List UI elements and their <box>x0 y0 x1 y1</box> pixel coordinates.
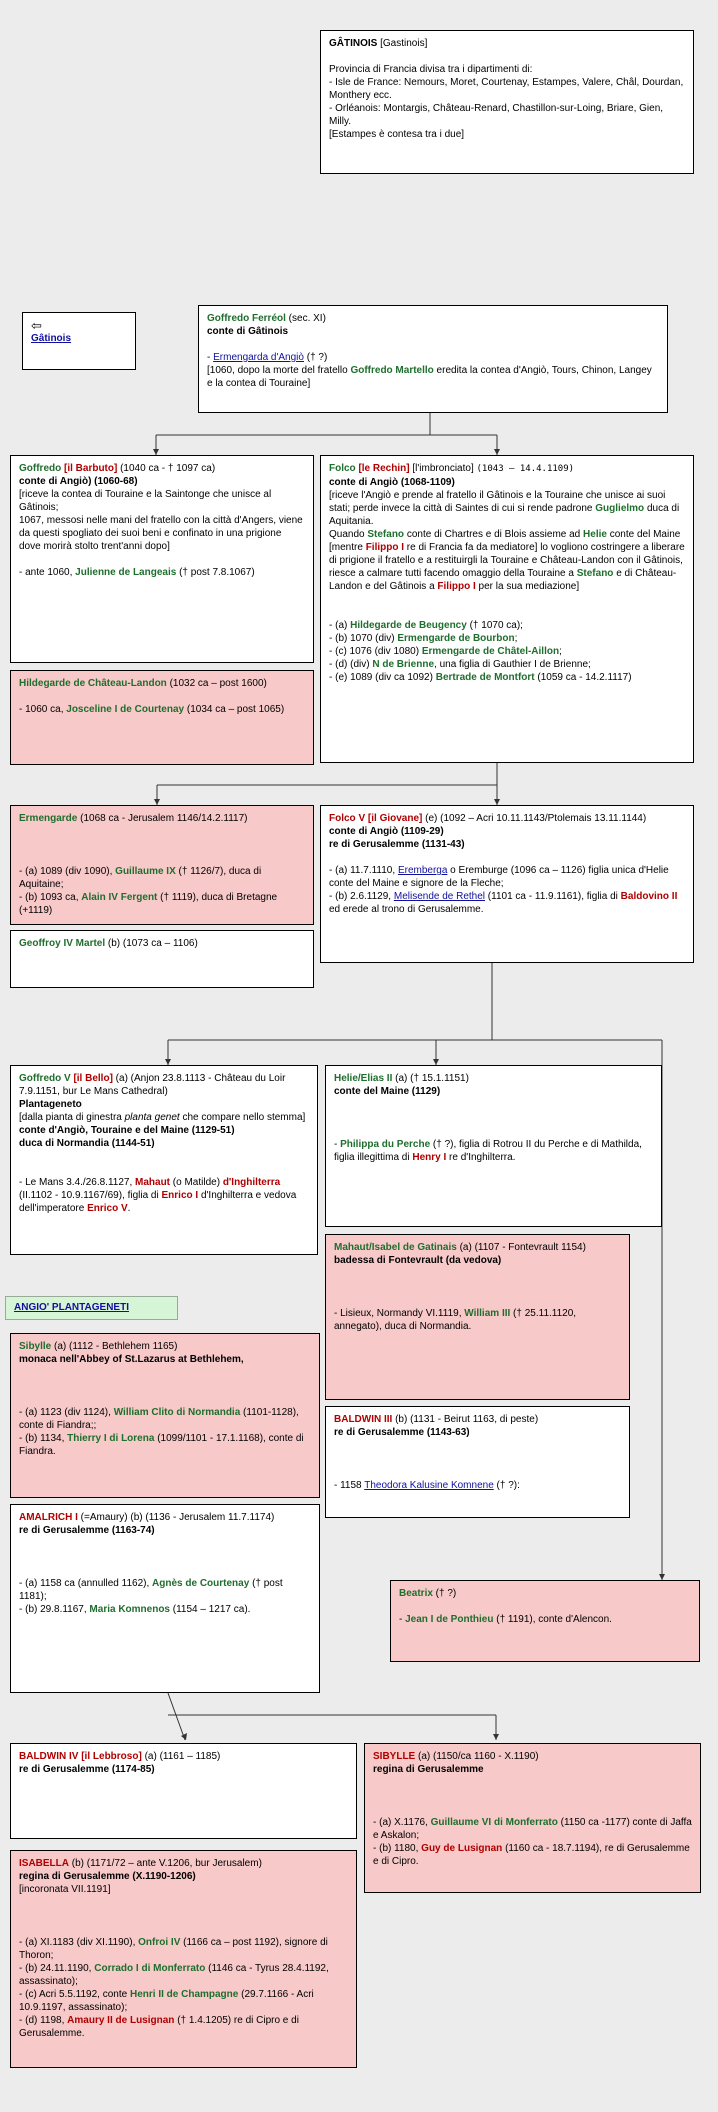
baldwin-iii-box <box>325 1406 630 1518</box>
marriage-text: († 1119), duca di Bretagne (+1119) <box>19 892 278 916</box>
person-epithet: Plantageneto <box>19 1099 82 1110</box>
person-dates: (b) (1073 ca – 1106) <box>105 938 198 949</box>
amalrich-box <box>10 1504 320 1693</box>
marriage-text: (1150 ca -1177) conte di Jaffa e Askalon; <box>373 1817 692 1841</box>
gatinois-link[interactable]: Gâtinois <box>31 333 72 344</box>
note-text: conte di Chartres e di Blois assieme ad <box>404 529 584 540</box>
baldwin-iv-box <box>10 1743 357 1839</box>
marriage-text: († post 1181); <box>19 1578 283 1602</box>
person-link[interactable]: Filippo I <box>437 581 476 592</box>
marriage-text: († 1.4.1205) re di Cipro e di Gerusalemme. <box>19 2015 299 2039</box>
spouse-link[interactable]: Corrado I di Monferrato <box>94 1963 206 1974</box>
marriage-text: (1059 ca - 14.2.1117) <box>534 672 632 683</box>
goffredo-barbuto-box <box>10 455 314 663</box>
person-dates: (1032 ca – post 1600) <box>166 678 267 689</box>
note-text: [1060, dopo la morte del fratello <box>207 365 351 376</box>
person-name[interactable]: Ermengarde <box>19 813 78 824</box>
marriage-text: ed erede al trono di Gerusalemme. <box>329 904 484 915</box>
marriage-text: - (a) <box>329 620 351 631</box>
marriage-text: (1146 ca - Tyrus 28.4.1192, assassinato); <box>19 1963 329 1987</box>
gatinois-line-1: - Isle de France: Nemours, Moret, Courtenay, Estampes, Valere, Châl, Dourdan, Monthery ecc. <box>329 77 684 101</box>
person-dates: (a) (1112 - Bethlehem 1165) <box>51 1341 178 1352</box>
marriage-text: - 1158 <box>334 1480 365 1491</box>
sibylle-queen-box <box>364 1743 701 1893</box>
note-text: e di Château-Landon e del Gâtinois a <box>329 568 677 592</box>
person-name[interactable]: Helie/Elias II <box>334 1073 393 1084</box>
person-link[interactable]: Helie <box>583 529 607 540</box>
marriage-text: - (b) 1070 (div) <box>329 633 398 644</box>
person-name[interactable]: Geoffroy IV Martel <box>19 938 106 949</box>
marriage-text: - (d) 1198, <box>19 2015 68 2026</box>
person-link[interactable]: Enrico I <box>161 1190 199 1201</box>
person-dates: (a) (Anjon 23.8.1113 - Château du Loir 7.9.1151, bur Le Mans Cathedral) <box>19 1073 286 1097</box>
marriage-text: (II.1102 - 10.9.1167/69), figlia di <box>19 1190 162 1201</box>
person-dates: († ?) <box>432 1588 457 1599</box>
marriage-text: - (a) 1123 (div 1124), <box>19 1407 114 1418</box>
marriage-text: († 1191), conte d'Alencon. <box>493 1614 612 1625</box>
spouse-link-2[interactable]: d'Inghilterra <box>222 1177 281 1188</box>
person-title: regina di Gerusalemme <box>373 1764 484 1775</box>
marriage-text: - (b) 29.8.1167, <box>19 1604 90 1615</box>
marriage-text: - <box>399 1614 406 1625</box>
marriage-text: (1166 ca – post 1192), signore di Thoron; <box>19 1937 328 1961</box>
section-label <box>5 1296 178 1320</box>
person-dates: (sec. XI) <box>285 313 326 324</box>
person-dates: (1040 ca - † 1097 ca) <box>117 463 216 474</box>
marriage-text: - <box>334 1139 341 1150</box>
marriage-text: - (e) 1089 (div ca 1092) <box>329 672 436 683</box>
person-dates: (a) (1107 - Fontevrault 1154) <box>456 1242 586 1253</box>
spouse-link[interactable]: Bertrade de Montfort <box>435 672 535 683</box>
spouse-link[interactable]: Onfroi IV <box>138 1937 181 1948</box>
spouse-link[interactable]: Ermengarda d'Angiò <box>213 352 304 363</box>
person-title: conte di Angiò (1068-1109) <box>329 477 455 488</box>
note-italic: planta genet <box>124 1112 180 1123</box>
spouse-link[interactable]: Josceline I de Courtenay <box>66 704 185 715</box>
person-title: conte di Angiò) (1060-68) <box>19 476 138 487</box>
marriage-text: (29.7.1166 - Acri 10.9.1197, assassinato); <box>19 1989 314 2013</box>
marriage-text: († ?), figlia di Rotrou II du Perche e di Mathilda, figlia illegittima di <box>334 1139 642 1163</box>
marriage-text: (1034 ca – post 1065) <box>184 704 285 715</box>
marriage-text: (1101 ca - 11.9.1161), figlia di <box>485 891 621 902</box>
marriage-text: . <box>127 1203 131 1214</box>
marriage-text: - (a) 1158 ca (annulled 1162), <box>19 1578 153 1589</box>
person-dates: (b) (1131 - Beirut 1163, di peste) <box>392 1414 539 1425</box>
person-name[interactable]: Mahaut/Isabel de Gatinais <box>334 1242 457 1253</box>
marriage-text: († post 7.8.1067) <box>176 567 255 578</box>
marriage-text: (1160 ca - 18.7.1194), re di Gerusalemme e di Cipro. <box>373 1843 690 1867</box>
person-name[interactable]: AMALRICH I <box>19 1512 78 1523</box>
person-dates: (a) († 15.1.1151) <box>392 1073 469 1084</box>
marriage-text: - (a) X.1176, <box>373 1817 431 1828</box>
marriage-text: († 25.11.1120, annegato), duca di Normandia. <box>334 1308 577 1332</box>
spouse-link[interactable]: Mahaut <box>135 1177 171 1188</box>
person-dates: (1068 ca - Jerusalem 1146/14.2.1117) <box>77 813 248 824</box>
spouse-link[interactable]: Guillaume VI di Monferrato <box>430 1817 558 1828</box>
person-nickname: [le Rechin] <box>355 463 410 474</box>
person-title: conte di Gâtinois <box>207 326 289 337</box>
person-name[interactable]: SIBYLLE <box>373 1751 416 1762</box>
person-title: re di Gerusalemme (1163-74) <box>19 1525 155 1536</box>
marriage-text: - (b) 24.11.1190, <box>19 1963 95 1974</box>
person-link[interactable]: Goffredo Martello <box>350 365 434 376</box>
gatinois-info-box <box>320 30 694 174</box>
note-text: duca di Aquitania. <box>329 503 680 527</box>
person-dates: (1043 – 14.4.1109) <box>476 464 575 474</box>
person-name[interactable]: BALDWIN III <box>334 1414 393 1425</box>
person-title-2: re di Gerusalemme (1131-43) <box>329 839 465 850</box>
marriage-text: - Lisieux, Normandy VI.1119, <box>334 1308 465 1319</box>
marriage-text: - (a) 11.7.1110, <box>329 865 398 876</box>
spouse-link[interactable]: Hildegarde de Beugency <box>350 620 467 631</box>
person-dates: (a) (1161 – 1185) <box>141 1751 221 1762</box>
marriage-text: - (d) (div) <box>329 659 373 670</box>
gatinois-line-3: [Estampes è contesa tra i due] <box>329 129 465 140</box>
person-link[interactable]: Enrico V <box>87 1203 128 1214</box>
person-title: re di Gerusalemme (1143-63) <box>334 1427 470 1438</box>
person-dates: (e) (1092 – Acri 10.11.1143/Ptolemais 13.11.1144) <box>422 813 647 824</box>
marriage-text: - (c) Acri 5.5.1192, conte <box>19 1989 130 2000</box>
person-link[interactable]: Filippo I <box>365 542 405 553</box>
spouse-link[interactable]: Agnès de Courtenay <box>152 1578 250 1589</box>
marriage-text: re d'Inghilterra. <box>446 1152 516 1163</box>
folco-rechin-box <box>320 455 694 763</box>
spouse-link[interactable]: Guillaume IX <box>115 866 176 877</box>
spouse-link[interactable]: William Clito di Normandia <box>113 1407 241 1418</box>
gatinois-desc: Provincia di Francia divisa tra i dipartimenti di: <box>329 64 533 75</box>
spouse-link[interactable]: Thierry I di Lorena <box>67 1433 155 1444</box>
person-name[interactable]: ISABELLA <box>19 1858 69 1869</box>
spouse-link[interactable]: Theodora Kalusine Komnene <box>364 1480 494 1491</box>
person-dates: (b) (1171/72 – ante V.1206, bur Jerusalem) <box>69 1858 262 1869</box>
person-nickname-2: [l'imbronciato] <box>409 463 477 474</box>
person-title: conte d'Angiò, Touraine e del Maine (1129-51) <box>19 1125 235 1136</box>
person-name[interactable]: Hildegarde de Château-Landon <box>19 678 167 689</box>
isabella-box <box>10 1850 357 2068</box>
marriage-text: - (c) 1076 (div 1080) <box>329 646 422 657</box>
marriage-text: - ante 1060, <box>19 567 76 578</box>
geoffroy-iv-box <box>10 930 314 988</box>
hildegarde-box <box>10 670 314 765</box>
person-link[interactable]: Henry I <box>412 1152 447 1163</box>
marriage-text: - 1060 ca, <box>19 704 67 715</box>
marriage-text: - Le Mans 3.4./26.8.1127, <box>19 1177 136 1188</box>
marriage-text: - (a) 1089 (div 1090), <box>19 866 116 877</box>
person-name[interactable]: Folco <box>329 463 356 474</box>
spouse-link[interactable]: Eremberga <box>397 865 448 876</box>
person-name[interactable]: Goffredo <box>19 463 62 474</box>
note-text: [riceve l'Angiò e prende al fratello il Gâtinois e la Touraine che unisce ai suoi stati; perde invece la città di Saintes di cui si rende padrone <box>329 490 666 514</box>
marriage-text: - (b) 2.6.1129, <box>329 891 394 902</box>
person-name[interactable]: Sibylle <box>19 1341 52 1352</box>
person-link[interactable]: Stefano <box>576 568 614 579</box>
person-title: badessa di Fontevrault (da vedova) <box>334 1255 502 1266</box>
spouse-link[interactable]: Ermengarde de Bourbon <box>397 633 515 644</box>
spouse-link[interactable]: Maria Komnenos <box>89 1604 170 1615</box>
person-title-2: duca di Normandia (1144-51) <box>19 1138 155 1149</box>
marriage-text: († ?): <box>493 1480 520 1491</box>
person-nickname: [il Barbuto] <box>61 463 118 474</box>
person-link[interactable]: Stefano <box>367 529 405 540</box>
person-dates: (a) (1150/ca 1160 - X.1190) <box>415 1751 539 1762</box>
person-name[interactable]: Goffredo Ferréol <box>207 313 286 324</box>
helie-box <box>325 1065 662 1227</box>
angio-plantageneti-link[interactable]: ANGIO' PLANTAGENETI <box>14 1302 129 1313</box>
person-nickname: [il Giovane] <box>365 813 423 824</box>
person-name[interactable]: Folco V <box>329 813 366 824</box>
note-text: 1067, messosi nelle mani del fratello con la città d'Angers, viene da questi spogliato dei suoi beni e confinato in una prigione dove morirà stolto trent'anni dopo] <box>19 515 303 552</box>
mahaut-box <box>325 1234 630 1400</box>
spouse-link[interactable]: Guy de Lusignan <box>421 1843 503 1854</box>
marriage-text: ; <box>559 646 562 657</box>
gatinois-title-alt: [Gastinois] <box>377 38 428 49</box>
spouse-link[interactable]: Jean I de Ponthieu <box>405 1614 494 1625</box>
marriage-text: (1101-1128), conte di Fiandra;; <box>19 1407 299 1431</box>
spouse-link[interactable]: Alain IV Fergent <box>81 892 158 903</box>
marriage-text: - (a) XI.1183 (div XI.1190), <box>19 1937 139 1948</box>
person-name[interactable]: Goffredo V <box>19 1073 71 1084</box>
marriage-text: o Eremburge (1096 ca – 1126) figlia unica d'Helie conte del Maine e signore de la Fleche; <box>329 865 669 889</box>
spouse-dates: († ?) <box>303 352 328 363</box>
person-title: monaca nell'Abbey of St.Lazarus at Bethlehem, <box>19 1354 244 1365</box>
person-title: re di Gerusalemme (1174-85) <box>19 1764 155 1775</box>
note-text: [dalla pianta di ginestra <box>19 1112 125 1123</box>
note-text: re di Francia fa da mediatore] lo vogliono costringere a liberare di prigione il fratello e a restituirgli la Touraine e Château-Landon con il Gâtinois, riesce a calmare tutti facendo omaggio della Touraine a <box>329 542 685 579</box>
person-title: conte del Maine (1129) <box>334 1086 441 1097</box>
note-text: che compare nello stemma] <box>179 1112 306 1123</box>
nav-box <box>22 312 136 370</box>
marriage-text: - (b) 1093 ca, <box>19 892 82 903</box>
goffredo-v-box <box>10 1065 318 1255</box>
marriage-text: (1099/1101 - 17.1.1168), conte di Fiandra. <box>19 1433 304 1457</box>
note-text: per la sua mediazione] <box>475 581 580 592</box>
beatrix-box <box>390 1580 700 1662</box>
person-dates: (=Amaury) (b) (1136 - Jerusalem 11.7.1174) <box>77 1512 275 1523</box>
marriage-text: (o Matilde) <box>170 1177 223 1188</box>
person-nickname: [il Lebbroso] <box>78 1751 142 1762</box>
folco-v-box <box>320 805 694 963</box>
person-link[interactable]: Baldovino II <box>620 891 678 902</box>
person-link[interactable]: Guglielmo <box>595 503 645 514</box>
gatinois-line-2: - Orléanois: Montargis, Château-Renard, Chastillon-sur-Loing, Briare, Gien, Milly. <box>329 103 664 127</box>
spouse-link[interactable]: N de Brienne <box>372 659 435 670</box>
marriage-text: - (b) 1134, <box>19 1433 68 1444</box>
spouse-link[interactable]: Melisende de Rethel <box>393 891 486 902</box>
person-title: conte di Angiò (1109-29) <box>329 826 444 837</box>
marriage-text: - (b) 1180, <box>373 1843 422 1854</box>
spouse-link[interactable]: Philippa du Perche <box>340 1139 431 1150</box>
person-name[interactable]: Beatrix <box>399 1588 433 1599</box>
marriage-text: ; <box>514 633 518 644</box>
marriage-text: († 1126/7), duca di Aquitaine; <box>19 866 262 890</box>
note-text: Quando <box>329 529 368 540</box>
marriage-text: , una figlia di Gauthier I de Brienne; <box>434 659 591 670</box>
marriage-text: (1154 – 1217 ca). <box>170 1604 251 1615</box>
marriage-text: d'Inghilterra e vedova dell'imperatore <box>19 1190 297 1214</box>
note-text: [incoronata VII.1191] <box>19 1884 111 1895</box>
note-text: conte del Maine [mentre <box>329 529 681 553</box>
person-title: regina di Gerusalemme (X.1190-1206) <box>19 1871 196 1882</box>
person-nickname: [il Bello] <box>70 1073 113 1084</box>
spouse-link[interactable]: Ermengarde de Châtel-Aillon <box>421 646 560 657</box>
person-name[interactable]: BALDWIN IV <box>19 1751 79 1762</box>
sibylle-box <box>10 1333 320 1498</box>
spouse-link[interactable]: Amaury II de Lusignan <box>67 2015 175 2026</box>
spouse-link[interactable]: William III <box>464 1308 511 1319</box>
gatinois-title: GÂTINOIS <box>329 38 378 49</box>
geoffroy-ferreol-box: Goffredo Ferréol (sec. XI) conte di Gâtinois - Ermengarda d'Angiò († ?) [1060, dopo la morte del fratello Goffredo Martello eredita la contea d'Angiò, Tours, Chinon, Langey e la contea di Touraine] <box>198 305 668 413</box>
spouse-link[interactable]: Julienne de Langeais <box>75 567 177 578</box>
note-text: [riceve la contea di Touraine e la Saintonge che unisce al Gâtinois; <box>19 489 272 513</box>
back-arrow-icon[interactable]: ⇦ <box>31 318 42 333</box>
note-text: eredita la contea d'Angiò, Tours, Chinon, Langey e la contea di Touraine] <box>207 365 652 389</box>
spouse-link[interactable]: Henri II de Champagne <box>129 1989 239 2000</box>
ermengarde-box <box>10 805 314 925</box>
marriage-text: († 1070 ca); <box>466 620 523 631</box>
